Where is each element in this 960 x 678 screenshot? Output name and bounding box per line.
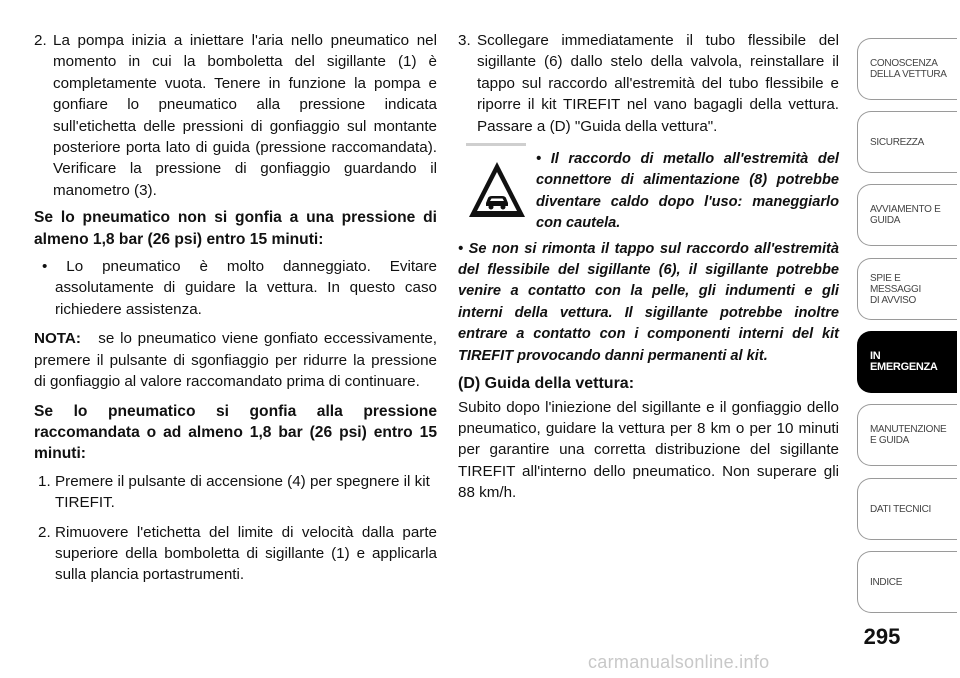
tab-label: CONOSCENZA DELLA VETTURA — [870, 58, 947, 80]
tab-label: MANUTENZIONE E GUIDA — [870, 424, 947, 446]
tab-label: AVVIAMENTO E GUIDA — [870, 204, 941, 226]
tab-spie[interactable] — [857, 258, 957, 320]
step-text: Premere il pulsante di accensione (4) per spegnere il kit TIREFIT. — [55, 472, 430, 512]
tab-label: SPIE E MESSAGGI DI AVVISO — [870, 272, 921, 306]
tab-manutenzione[interactable] — [857, 404, 957, 466]
step-number: 3. — [458, 32, 471, 49]
watermark: carmanualsonline.info — [588, 652, 770, 672]
right-column — [458, 30, 839, 504]
tab-label: DATI TECNICI — [870, 503, 932, 515]
tab-sicurezza[interactable] — [857, 111, 957, 173]
note-label: NOTA: — [34, 330, 81, 348]
section-text-driving: Subito dopo l'iniezione del sigillante e il gonfiaggio dello pneumatico, guidare la vettura per 8 km o per 10 minuti per garantire una corretta distribuzione del sigillante TIREFIT all'interno dello pneumatico. Non superare gli 88 km/h. — [458, 398, 839, 502]
warning-bullet-hot-fitting: • Il raccordo di metallo all'estremità del connettore di alimentazione (8) potrebbe diventare caldo dopo l'uso: maneggiarlo con cautela. — [536, 151, 839, 232]
tab-in-emergenza[interactable] — [857, 331, 957, 393]
left-column — [34, 30, 437, 586]
note-text: se lo pneumatico viene gonfiato eccessivamente, premere il pulsante di sgonfiaggio per ridurre la pressione di gonfiaggio al valore raccomandato prima di continuare. — [34, 330, 437, 391]
warning-divider — [466, 143, 526, 146]
tab-label: INDICE — [870, 576, 903, 588]
step-1-power-off — [34, 471, 437, 514]
step-number: 2. — [38, 523, 51, 541]
tab-label: IN EMERGENZA — [870, 350, 938, 373]
step-text: Rimuovere l'etichetta del limite di velocità dalla parte superiore della bomboletta di sigillante (1) e applicarla sulla plancia portastrumenti. — [55, 523, 437, 584]
tab-dati-tecnici[interactable] — [857, 478, 957, 540]
step-number: 2. — [34, 32, 47, 49]
section-heading-driving: (D) Guida della vettura: — [458, 375, 635, 393]
tab-avviamento[interactable] — [857, 184, 957, 246]
warning-bullet-sealant-contact: • Se non si rimonta il tappo sul raccordo all'estremità del flessibile del sigillante (6), il sigillante potrebbe venire a contatto con la pelle, gli indumenti e gli interni della vettura. Il sigillante potrebbe inoltre entrare a contatto con i componenti interni del kit TIREFIT provocando danni permanenti al kit. — [458, 240, 839, 364]
step-number: 1. — [38, 472, 51, 490]
step-2-speed-label — [34, 522, 437, 586]
step-text: La pompa inizia a iniettare l'aria nello pneumatico nel momento in cui la bomboletta del sigillante (1) è completamente vuota. Tenere in funzione la pompa e gonfiare lo pneumatico alla pressione indicata sull'etichetta delle pressioni di gonfiaggio sul montante posteriore porta lato di guida (pressione raccomandata). Verificare la pressione di gonfiaggio guardando il manometro (3). — [53, 32, 437, 199]
heading-inflating-ok: Se lo pneumatico si gonfia alla pressione raccomandata o ad almeno 1,8 bar (26 psi) entro 15 minuti: — [34, 402, 437, 463]
tab-indice[interactable] — [857, 551, 957, 613]
tab-conoscenza[interactable] — [857, 38, 957, 100]
bullet-tire-damaged: • Lo pneumatico è molto danneggiato. Evitare assolutamente di guidare la vettura. In questo caso richiedere assistenza. — [42, 258, 437, 318]
warning-box — [458, 149, 839, 367]
heading-not-inflating: Se lo pneumatico non si gonfia a una pressione di almeno 1,8 bar (26 psi) entro 15 minuti: — [34, 209, 437, 248]
step-text: Scollegare immediatamente il tubo flessibile del sigillante (6) dallo stelo della valvola, reinstallare il tappo sul raccordo all'estremità del tubo flessibile e riporre il kit TIREFIT nel vano bagagli della vettura. Passare a (D) "Guida della vettura". — [477, 32, 839, 135]
step-3-disconnect — [458, 30, 839, 137]
step-2-inflate — [34, 30, 437, 201]
note-paragraph — [34, 328, 437, 392]
warning-triangle-car-icon — [466, 159, 528, 221]
page-number: 295 — [863, 624, 901, 649]
tab-label: SICUREZZA — [870, 136, 924, 148]
